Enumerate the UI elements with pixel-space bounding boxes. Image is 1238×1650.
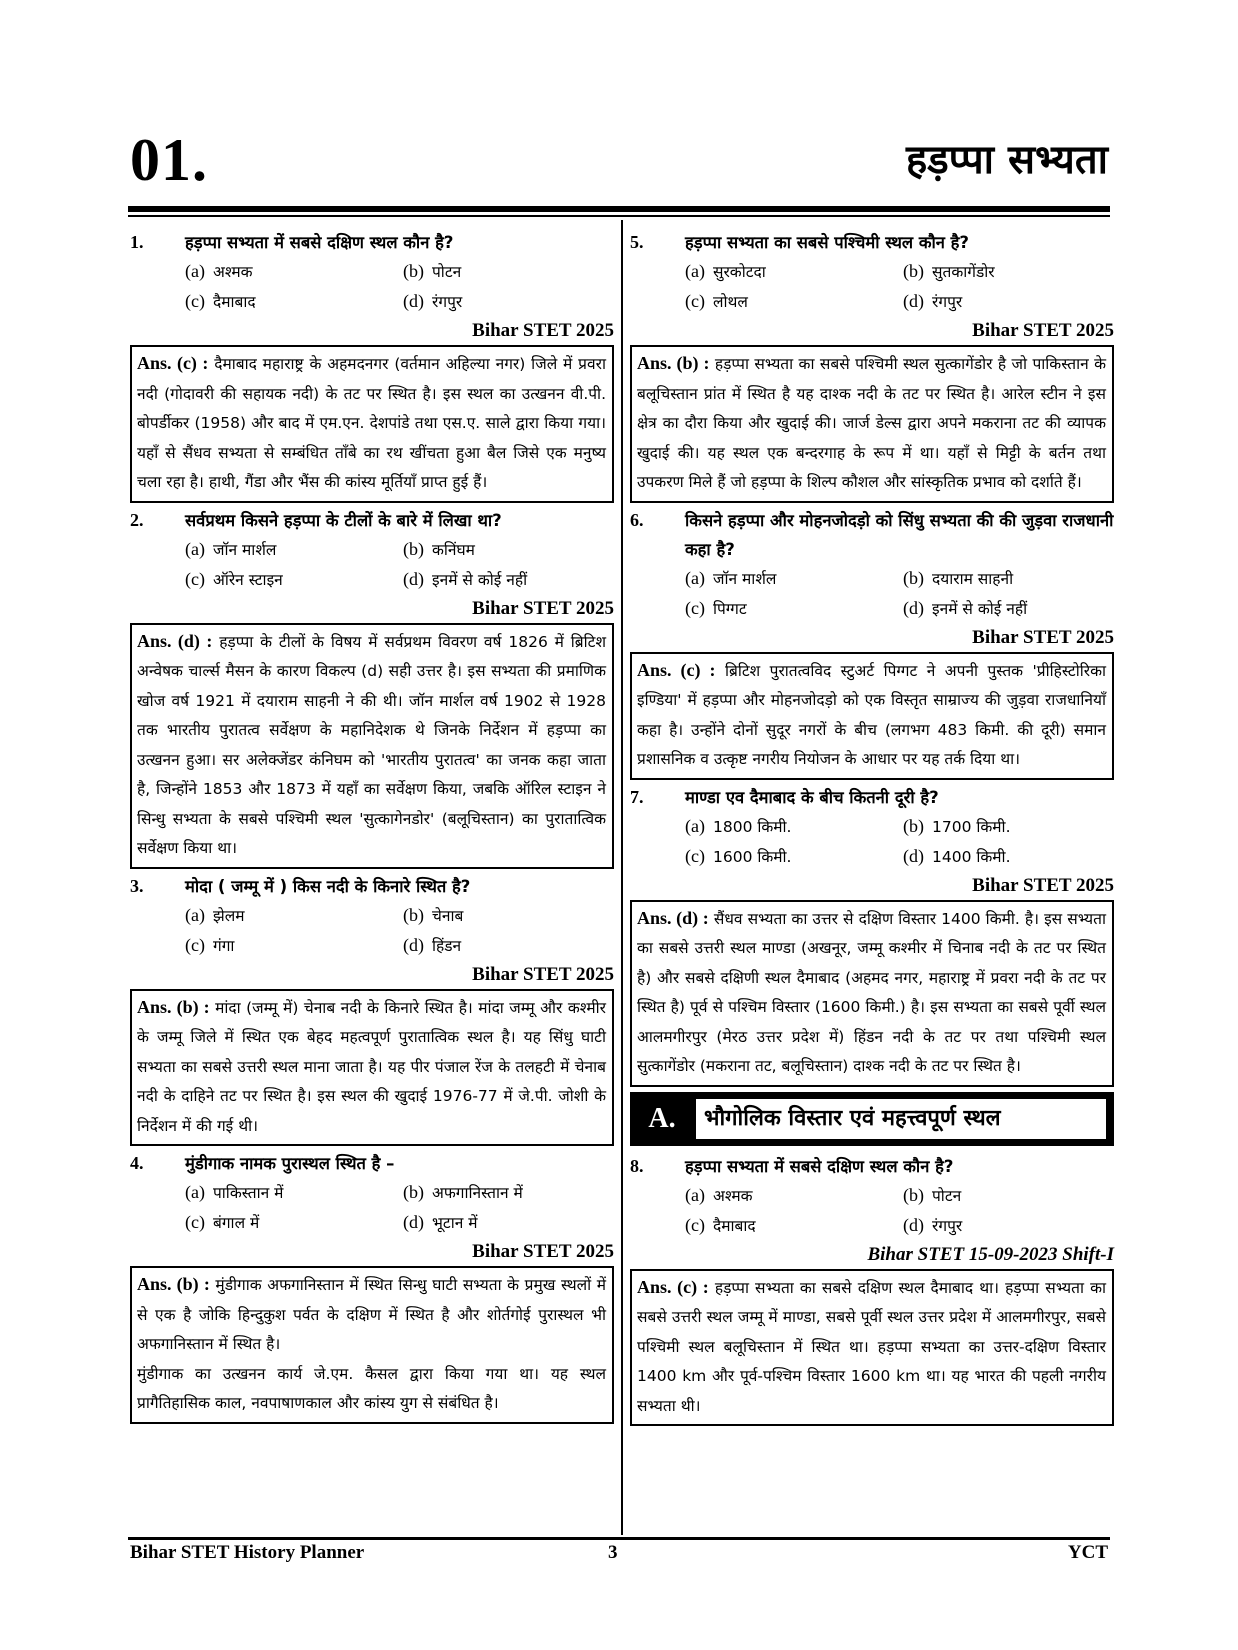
option (403, 931, 614, 961)
answer-label: Ans. (c) : (637, 659, 716, 680)
option-label: (d) (403, 934, 424, 955)
option-text: अश्मक (212, 263, 253, 281)
option (903, 257, 1114, 287)
question (130, 228, 614, 257)
option-label: (b) (903, 815, 924, 836)
question-number: 5. (630, 232, 644, 252)
option-text: झेलम (212, 906, 245, 925)
question-number: 6. (630, 509, 644, 530)
option (685, 1181, 903, 1211)
option (403, 535, 614, 565)
question (630, 506, 1114, 564)
section-letter: A. (648, 1102, 676, 1134)
header-rule (128, 206, 1110, 212)
answer-paragraph (137, 627, 606, 864)
options (185, 535, 614, 595)
answer-box (130, 345, 614, 503)
question-block (630, 506, 1114, 780)
right-column (630, 228, 1114, 1429)
option-label: (c) (185, 568, 205, 589)
option (903, 564, 1114, 594)
chapter-number: 01. (130, 127, 208, 193)
option (185, 535, 403, 565)
answer-paragraph (637, 904, 1106, 1082)
column-divider (621, 220, 623, 1535)
options (185, 901, 614, 961)
option-text: सुतकागेंडोर (932, 263, 995, 281)
option (903, 842, 1114, 872)
question (630, 1152, 1114, 1181)
option-label: (d) (903, 1214, 924, 1235)
option-label: (b) (903, 261, 924, 281)
exam-source: Bihar STET 2025 (472, 320, 614, 341)
chapter-title: हड़प्पा सभ्यता (905, 137, 1108, 183)
answer-paragraph (137, 349, 606, 498)
answer-box (630, 345, 1114, 503)
option-label: (b) (903, 567, 924, 588)
option-text: रंगपुर (932, 293, 963, 311)
question (630, 783, 1114, 812)
option-text: रंगपुर (932, 1216, 963, 1235)
options (685, 812, 1114, 872)
answer-label: Ans. (d) : (637, 907, 709, 928)
option-label: (c) (685, 597, 705, 618)
option-label: (d) (403, 568, 424, 589)
question-text: हड़प्पा सभ्यता में सबसे दक्षिण स्थल कौन है? (685, 1156, 954, 1176)
answer-text: दैमाबाद महाराष्ट्र के अहमदनगर (वर्तमान अहिल्या नगर) जिले में प्रवरा नदी (गोदावरी की सहायक नदी) के तट पर स्थित है। इस स्थल का उत्खनन वी.पी. बोपर्डीकर (1958) और बाद में एम.एन. देशपांडे तथा एस.ए. साले द्वारा किया गया। यहाँ से सैंधव सभ्यता से सम्बंधित ताँबे का रथ खींचता हुआ बैल जिसे एक मनुष्य चला रहा है। हाथी, गैंडा और भैंस की कांस्य मूर्तियाँ प्राप्त हुई हैं। (137, 355, 606, 491)
option (403, 565, 614, 595)
option-text: पोटन (932, 1186, 962, 1205)
option-label: (a) (185, 538, 205, 559)
option-text: कनिंघम (432, 540, 475, 559)
options (185, 257, 614, 317)
answer-text: सैंधव सभ्यता का उत्तर से दक्षिण विस्तार 1400 किमी. है। इस सभ्यता का सबसे उत्तरी स्थल माण्डा (अखनूर, जम्मू कश्मीर में चिनाब नदी के तट पर स्थित है) और सबसे दक्षिणी स्थल दैमाबाद (अहमद नगर, महाराष्ट्र में प्रवरा नदी के तट पर स्थित है) पूर्व से पश्चिम विस्तार (1600 किमी.) है। इस सभ्यता का सबसे पूर्वी स्थल आलमगीरपुर (मेरठ उत्तर प्रदेश में) हिंडन नदी के तट पर तथा पश्चिमी स्थल सुत्कागेंडोर (मकराना तट, बलूचिस्तान) दाश्क नदी के तट पर स्थित है। (637, 909, 1106, 1075)
option-label: (a) (185, 904, 205, 925)
answer-label: Ans. (b) : (137, 996, 210, 1017)
question-text: किसने हड़प्पा और मोहनजोदड़ो को सिंधु सभ्यता की की जुड़वा राजधानी कहा है? (685, 510, 1114, 559)
exam-source: Bihar STET 15-09-2023 Shift-I (867, 1243, 1114, 1265)
exam-source: Bihar STET 2025 (972, 626, 1114, 648)
option-label: (c) (185, 291, 205, 311)
answer-label: Ans. (b) : (637, 353, 710, 373)
question-block (130, 1149, 614, 1424)
option-text: इनमें से कोई नहीं (932, 599, 1028, 618)
option-label: (c) (685, 1214, 705, 1235)
option-text: 1800 किमी. (712, 817, 792, 836)
question (630, 228, 1114, 257)
question-text: सर्वप्रथम किसने हड़प्पा के टीलों के बारे में लिखा था? (185, 510, 502, 530)
option-text: 1600 किमी. (712, 847, 792, 866)
option (185, 565, 403, 595)
footer-rule (128, 1537, 1110, 1540)
option-label: (d) (903, 845, 924, 866)
option (685, 842, 903, 872)
option (185, 257, 403, 287)
option-text: इनमें से कोई नहीं (432, 570, 528, 589)
option (903, 1211, 1114, 1241)
question-text: हड़प्पा सभ्यता का सबसे पश्चिमी स्थल कौन है? (685, 233, 969, 252)
answer-text: मांदा (जम्मू में) चेनाब नदी के किनारे स्थित है। मांदा जम्मू और कश्मीर के जम्मू जिले में स्थित एक बेहद महत्वपूर्ण पुरातात्विक स्थल है। यह सिंधु घाटी सभ्यता का सबसे उत्तरी स्थल माना जाता है। यह पीर पंजाल रेंज के तलहटी में चेनाब नदी के दाहिने तट पर स्थित है। इस स्थल की खुदाई 1976-77 में जे.पी. जोशी के निर्देशन में की गई थी। (137, 998, 606, 1135)
option-text: बंगाल में (212, 1214, 260, 1232)
question-block (130, 228, 614, 503)
option-label: (a) (185, 1182, 205, 1202)
option-label: (c) (685, 845, 705, 866)
answer-paragraph (637, 349, 1106, 498)
option (903, 287, 1114, 317)
answer-box (130, 623, 614, 869)
option-label: (a) (685, 1184, 705, 1205)
question-text: मोदा ( जम्मू में ) किस नदी के किनारे स्थित है? (185, 876, 471, 896)
option-label: (a) (185, 261, 205, 281)
option-label: (b) (403, 538, 424, 559)
answer-box (630, 652, 1114, 780)
section-heading (630, 1092, 1114, 1146)
option-label: (b) (903, 1184, 924, 1205)
question-block (630, 228, 1114, 503)
answer-box (630, 900, 1114, 1087)
question-number: 1. (130, 232, 144, 252)
option (185, 1208, 403, 1238)
option-text: अफगानिस्तान में (432, 1184, 523, 1202)
option-label: (c) (185, 1212, 205, 1232)
option-text: दयाराम साहनी (932, 569, 1014, 588)
option-label: (a) (685, 567, 705, 588)
option-text: जॉन मार्शल (712, 569, 777, 588)
answer-box (130, 989, 614, 1147)
option (685, 1211, 903, 1241)
option-text: सुरकोटदा (712, 263, 766, 281)
option-label: (b) (403, 904, 424, 925)
page-number: 3 (608, 1542, 618, 1563)
question-text: हड़प्पा सभ्यता में सबसे दक्षिण स्थल कौन है? (185, 233, 454, 252)
exam-source: Bihar STET 2025 (472, 963, 614, 985)
option (185, 1178, 403, 1208)
option-label: (d) (903, 597, 924, 618)
answer-label: Ans. (c) : (637, 1276, 709, 1297)
question (130, 872, 614, 901)
right-column-bottom (630, 1152, 1114, 1427)
option (403, 287, 614, 317)
options (685, 564, 1114, 624)
answer-paragraph (137, 1360, 606, 1419)
option (903, 812, 1114, 842)
question-text: माण्डा एव दैमाबाद के बीच कितनी दूरी है? (685, 787, 939, 807)
answer-label: Ans. (d) : (137, 630, 213, 651)
question (130, 506, 614, 535)
option-label: (c) (185, 934, 205, 955)
answer-label: Ans. (b) : (137, 1274, 210, 1294)
exam-source: Bihar STET 2025 (972, 874, 1114, 896)
option-label: (a) (685, 815, 705, 836)
option (903, 594, 1114, 624)
option-text: भूटान में (432, 1214, 478, 1232)
question-number: 3. (130, 875, 144, 896)
option-text: 1700 किमी. (932, 817, 1011, 836)
question-number: 7. (630, 786, 644, 807)
option-text: पोटन (432, 263, 462, 281)
option (685, 287, 903, 317)
question-number: 8. (630, 1155, 644, 1176)
option (685, 564, 903, 594)
question-text: मुंडीगाक नामक पुरास्थल स्थित है – (185, 1154, 395, 1173)
answer-text: हड़प्पा सभ्यता का सबसे पश्चिमी स्थल सुत्कागेंडोर है जो पाकिस्तान के बलूचिस्तान प्रांत में स्थित है यह दाश्क नदी के तट पर स्थित है। आरेल स्टीन ने इस क्षेत्र का दौरा किया और खुदाई की। जार्ज डेल्स द्वारा अपने मकराना तट की व्यापक खुदाई की। यह स्थल एक बन्दरगाह के रूप में था। यहाँ से मिट्टी के बर्तन तथा उपकरण मिले हैं जो हड़प्पा के शिल्प कौशल और सांस्कृतिक प्रभाव को दर्शाते हैं। (637, 355, 1106, 491)
option-text: दैमाबाद (212, 293, 256, 311)
option-text: हिंडन (432, 936, 462, 955)
option-text: अश्मक (712, 1186, 753, 1205)
option (185, 287, 403, 317)
answer-paragraph (637, 656, 1106, 775)
option (685, 594, 903, 624)
question-block (630, 783, 1114, 1087)
answer-text: हड़प्पा के टीलों के विषय में सर्वप्रथम विवरण वर्ष 1826 में ब्रिटिश अन्वेषक चार्ल्स मैसन के कारण विकल्प (d) सही उत्तर है। इस सभ्यता की प्रमाणिक खोज वर्ष 1921 में दयाराम साहनी ने की थी। जॉन मार्शल वर्ष 1902 से 1928 तक भारतीय पुरातत्व सर्वेक्षण के महानिदेशक थे जिनके निर्देशन में हड़प्पा का उत्खनन हुआ। सर अलेक्जेंडर कंनिघम को 'भारतीय पुरातत्व' का जनक कहा जाता है, जिन्होंने 1853 और 1873 में यहाँ का सर्वेक्षण किया, जबकि ऑरिल स्टाइन ने सिन्धु सभ्यता के सबसे पश्चिमी स्थल 'सुत्कागेनडोर' (बलूचिस्तान) का पुरातात्विक सर्वेक्षण किया था। (137, 632, 606, 857)
option-text: गंगा (212, 936, 235, 955)
exam-source: Bihar STET 2025 (472, 597, 614, 619)
option-text: लोथल (712, 293, 748, 311)
option-label: (d) (403, 291, 424, 311)
answer-paragraph (637, 1273, 1106, 1422)
right-column-top (630, 228, 1114, 1087)
option (403, 257, 614, 287)
option-text: 1400 किमी. (932, 847, 1011, 866)
options (185, 1178, 614, 1238)
option-text: दैमाबाद (712, 1216, 756, 1235)
question-number: 4. (130, 1153, 144, 1173)
question (130, 1149, 614, 1178)
question-block (630, 1152, 1114, 1427)
option (903, 1181, 1114, 1211)
option (185, 901, 403, 931)
footer-left: Bihar STET History Planner (130, 1542, 365, 1563)
option (403, 1208, 614, 1238)
question-number: 2. (130, 509, 144, 530)
options (685, 257, 1114, 317)
left-column (130, 228, 614, 1427)
option-label: (b) (403, 261, 424, 281)
option (685, 812, 903, 842)
option-label: (b) (403, 1182, 424, 1202)
option-label: (d) (903, 291, 924, 311)
exam-source: Bihar STET 2025 (472, 1241, 614, 1262)
option-text: रंगपुर (432, 293, 463, 311)
answer-text: मुंडीगाक अफगानिस्तान में स्थित सिन्धु घाटी सभ्यता के प्रमुख स्थलों में से एक है जोकि हिन्दुकुश पर्वत के दक्षिण में स्थित है और शोर्तगोई पुरास्थल भी अफगानिस्तान में स्थित है। (137, 1276, 607, 1353)
option-text: ऑरेन स्टाइन (212, 570, 283, 589)
answer-paragraph (137, 993, 606, 1142)
option-label: (c) (685, 291, 705, 311)
answer-text: मुंडीगाक का उत्खनन कार्य जे.एम. कैसल द्वारा किया गया था। यह स्थल प्रागैतिहासिक काल, नवपाषाणकाल और कांस्य युग से संबंधित है। (137, 1364, 606, 1412)
answer-box (130, 1266, 614, 1424)
option-label: (d) (403, 1212, 424, 1232)
question-block (130, 506, 614, 869)
answer-label: Ans. (c) : (137, 353, 209, 373)
answer-box (630, 1269, 1114, 1427)
header-rule-thin (128, 215, 1110, 217)
option-text: पाकिस्तान में (212, 1184, 284, 1202)
options (685, 1181, 1114, 1241)
option (685, 257, 903, 287)
option-text: पिग्गट (712, 599, 747, 618)
option-label: (a) (685, 261, 705, 281)
option (403, 1178, 614, 1208)
question-block (130, 872, 614, 1147)
answer-text: ब्रिटिश पुरातत्वविद स्टुअर्ट पिग्गट ने अपनी पुस्तक 'प्रीहिस्टोरिका इण्डिया' में हड़प्पा और मोहनजोदड़ो को एक विस्तृत साम्राज्य की जुड़वा राजधानियाँ कहा है। उन्होंने दोनों सुदूर नगरों के बीच (लगभग 483 किमी. की दूरी) समान प्रशासनिक व उत्कृष्ट नगरीय नियोजन के आधार पर यह तर्क दिया था। (637, 661, 1106, 768)
option (403, 901, 614, 931)
option-text: चेनाब (432, 906, 464, 925)
option (185, 931, 403, 961)
answer-text: हड़प्पा सभ्यता का सबसे दक्षिण स्थल दैमाबाद था। हड़प्पा सभ्यता का सबसे उत्तरी स्थल जम्मू में माण्डा, सबसे पूर्वी स्थल उत्तर प्रदेश में आलमगीरपुर, सबसे पश्चिमी स्थल बलूचिस्तान में स्थित था। हड़प्पा सभ्यता का उत्तर-दक्षिण विस्तार 1400 km और पूर्व-पश्चिम विस्तार 1600 km था। यह भारत की पहली नगरीय सभ्यता थी। (637, 1278, 1106, 1415)
section-title: भौगोलिक विस्तार एवं महत्त्वपूर्ण स्थल (694, 1097, 1108, 1141)
answer-paragraph (137, 1270, 606, 1360)
option-text: जॉन मार्शल (212, 540, 277, 559)
exam-source: Bihar STET 2025 (972, 320, 1114, 341)
footer-right: YCT (1067, 1542, 1108, 1563)
